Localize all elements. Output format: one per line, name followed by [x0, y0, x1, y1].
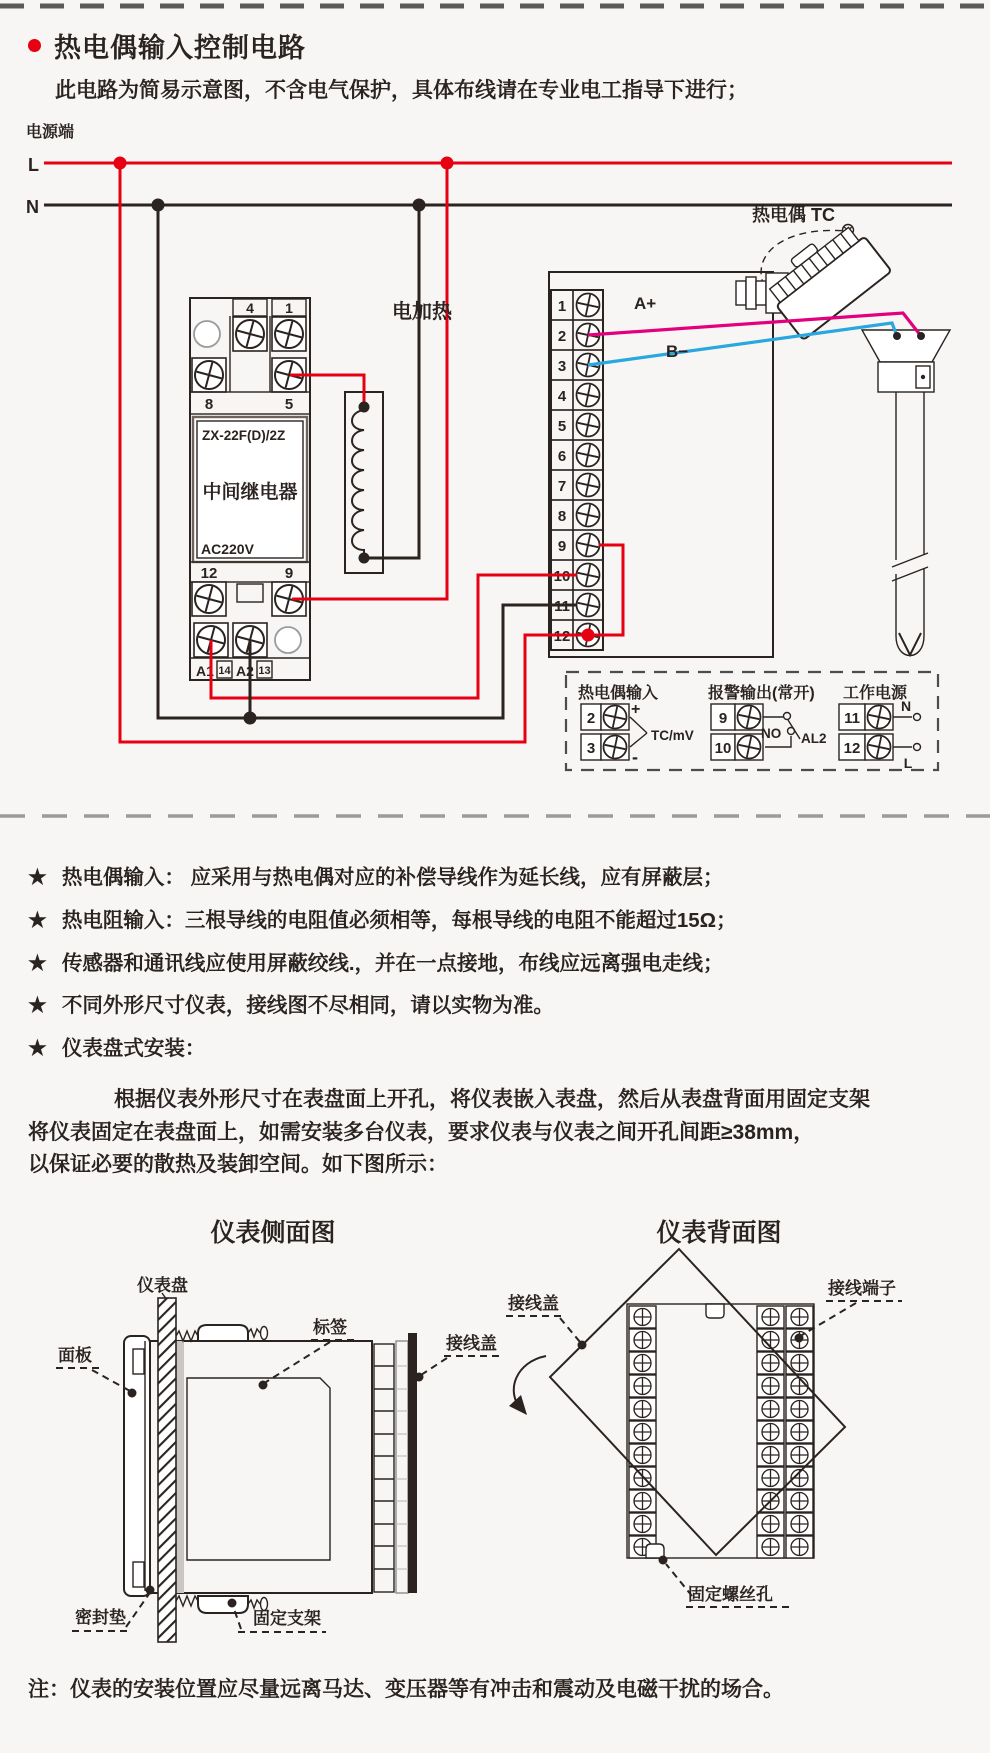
relay-model: ZX-22F(D)/2Z	[202, 428, 286, 443]
wire-b-minus	[588, 323, 897, 365]
terminal-ladder	[374, 1341, 408, 1593]
wire-a-plus-label: A+	[634, 294, 657, 313]
install-paragraph-line: 根据仪表外形尺寸在表盘面上开孔，将仪表嵌入表盘，然后从表盘背面用固定支架	[114, 1088, 870, 1111]
alarm-name-label: AL2	[801, 731, 827, 746]
detail-num: 10	[714, 740, 732, 757]
wire-live-to-relay9	[292, 163, 447, 599]
block-num: 12	[553, 628, 571, 645]
detail-num: 11	[844, 710, 860, 727]
wire-end-dot	[893, 332, 901, 340]
relay-terminal-13: 13	[258, 665, 271, 677]
relay-voltage: AC220V	[201, 541, 254, 557]
note-item	[28, 903, 737, 933]
minus-sign: -	[632, 747, 638, 767]
block-num: 1	[557, 298, 567, 315]
install-paragraph-line: 将仪表固定在表盘面上，如需安装多台仪表，要求仪表与仪表之间开孔间距≥38mm，	[28, 1121, 815, 1144]
side-terminal-cover-label: 接线盖	[446, 1334, 497, 1353]
relay-terminal-5: 5	[284, 396, 294, 413]
junction-dot	[582, 629, 595, 642]
note-text: 热电阻输入：三根导线的电阻值必须相等，每根导线的电阻不能超过15Ω；	[61, 909, 737, 932]
gasket-label: 密封垫	[75, 1608, 126, 1627]
top-bracket	[176, 1325, 268, 1341]
panel-board-label: 仪表盘	[137, 1276, 188, 1295]
junction-dot	[244, 712, 257, 725]
star-icon: ★	[28, 909, 47, 932]
detail-title: 热电偶输入	[578, 685, 659, 702]
side-view-labels	[56, 1275, 500, 1632]
junction-dot	[413, 199, 426, 212]
note-item	[28, 946, 724, 976]
detail-num: 9	[718, 710, 728, 727]
relay-terminal-9: 9	[284, 565, 294, 582]
note-item	[28, 988, 554, 1018]
relay-terminal-4: 4	[246, 300, 254, 316]
relay-terminal-a2: A2	[236, 663, 254, 679]
relay-terminal-a1: A1	[196, 663, 214, 679]
detail-title: 报警输出(常开)	[708, 685, 815, 702]
terminal-detail-box	[566, 672, 938, 771]
block-num: 5	[557, 418, 567, 435]
junction-dot	[359, 553, 370, 564]
bracket-label: 固定支架	[253, 1609, 321, 1628]
detail-num: 12	[843, 740, 861, 757]
top-screw-hole-tab	[706, 1304, 724, 1318]
wire-b-minus-label: B−	[666, 342, 689, 361]
note-text: 传感器和通讯线应使用屏蔽绞线.，并在一点接地，布线应远离强电走线；	[61, 952, 724, 975]
star-icon: ★	[28, 866, 47, 889]
wire-end-dot	[917, 332, 925, 340]
terminal-block	[551, 290, 603, 650]
side-view-title: 仪表侧面图	[210, 1220, 336, 1247]
power-lines	[26, 122, 952, 217]
back-view-diagram	[506, 1219, 902, 1607]
note-text: 热电偶输入： 应采用与热电偶对应的补偿导线作为延长线，应有屏蔽层；	[61, 866, 724, 889]
relay-name: 中间继电器	[202, 482, 298, 503]
terminal-lugs-label: 接线端子	[828, 1279, 896, 1298]
heater-label: 电加热	[392, 301, 452, 323]
bottom-note: 注：仪表的安装位置应尽量远离马达、变压器等有冲击和震动及电磁干扰的场合。	[28, 1678, 784, 1701]
detail-title: 工作电源	[843, 685, 908, 702]
wire-heater-to-neutral	[364, 205, 419, 558]
relay-unit	[190, 298, 310, 680]
back-view-title: 仪表背面图	[656, 1220, 782, 1247]
line-l-label: L	[28, 155, 39, 175]
electric-heater	[345, 392, 383, 573]
block-num: 8	[557, 508, 567, 525]
red-bullet-icon	[28, 39, 41, 52]
star-icon: ★	[28, 952, 47, 975]
power-terminal-label: 电源端	[26, 124, 75, 141]
back-terminal-cover-label: 接线盖	[508, 1294, 559, 1313]
junction-dot	[114, 157, 127, 170]
block-num: 3	[557, 358, 567, 375]
detail-working-power	[839, 683, 921, 771]
block-num: 9	[557, 538, 567, 555]
block-num: 7	[557, 478, 567, 495]
note-text: 不同外形尺寸仪表，接线图不尽相同，请以实物为准。	[61, 994, 554, 1017]
no-contact-label: NO	[761, 726, 782, 741]
junction-dot	[152, 199, 165, 212]
star-icon: ★	[28, 1037, 47, 1060]
sticker-label: 标签	[313, 1318, 347, 1337]
note-item	[28, 860, 724, 890]
thermocouple-label: 热电偶 TC	[752, 205, 835, 225]
relay-terminal-8: 8	[204, 396, 214, 413]
l-label: L	[903, 755, 913, 771]
thermocouple	[736, 215, 950, 655]
star-icon: ★	[28, 994, 47, 1017]
back-terminal-strips	[629, 1306, 813, 1558]
line-n-label: N	[26, 197, 39, 217]
note-item	[28, 1031, 205, 1061]
junction-dot	[359, 402, 370, 413]
detail-alarm-output	[708, 683, 827, 760]
junction-dot	[441, 157, 454, 170]
gasket-strip	[176, 1341, 184, 1593]
block-num: 4	[557, 388, 567, 405]
detail-tc-input	[578, 683, 694, 767]
block-num: 2	[557, 328, 567, 345]
rotation-arrow	[509, 1356, 546, 1415]
block-num: 10	[553, 568, 571, 585]
install-paragraph-line: 以保证必要的散热及装卸空间。如下图所示：	[28, 1153, 448, 1176]
front-panel-bezel	[124, 1336, 150, 1596]
relay-terminal-1: 1	[285, 300, 293, 316]
relay-terminal-14: 14	[218, 665, 231, 677]
page-subtitle: 此电路为简易示意图，不含电气保护，具体布线请在专业电工指导下进行；	[55, 79, 748, 102]
signal-label: TC/mV	[651, 728, 694, 743]
terminal-cover-bar	[408, 1333, 417, 1593]
page-title: 热电偶输入控制电路	[54, 33, 306, 63]
panel-wall	[158, 1298, 176, 1642]
block-num: 6	[557, 448, 567, 465]
detail-num: 3	[586, 740, 596, 757]
page-title-row	[28, 26, 306, 65]
screw-hole-label: 固定螺丝孔	[688, 1585, 773, 1604]
relay-terminal-12: 12	[200, 565, 218, 582]
n-label: N	[900, 698, 912, 714]
side-view-diagram	[56, 1219, 500, 1642]
plus-sign: +	[631, 701, 641, 718]
detail-num: 2	[586, 710, 596, 727]
block-num: 11	[554, 598, 570, 615]
front-panel-label: 面板	[58, 1346, 92, 1365]
note-text: 仪表盘式安装：	[61, 1037, 206, 1060]
